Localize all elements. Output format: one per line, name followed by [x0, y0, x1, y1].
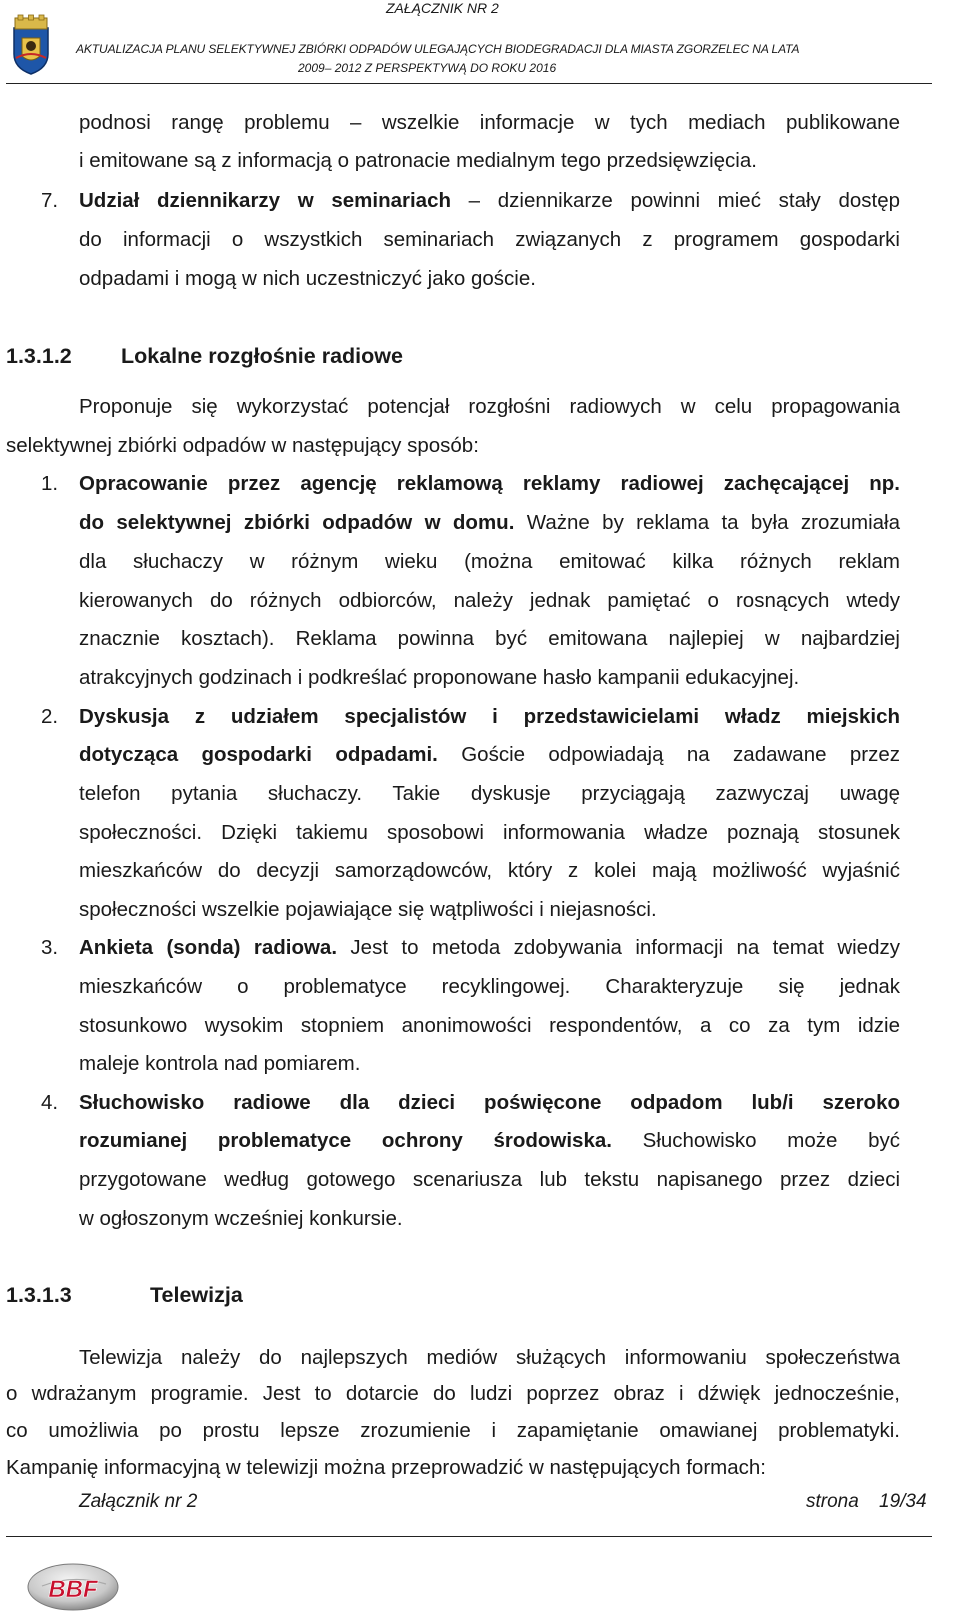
list-item-title-text: Opracowanie przez agencję reklamową reklamy radiowej zachęcającej np. — [79, 472, 900, 495]
list-item-title — [79, 935, 900, 961]
paragraph-text: Słuchowisko może być — [611, 1129, 900, 1152]
paragraph-line: do informacji o wszystkich seminariach związanych z programem gospodarki — [79, 228, 900, 251]
list-number: 3. — [41, 936, 59, 959]
footer-page-label: strona — [806, 1491, 859, 1512]
list-item-title — [79, 471, 900, 497]
paragraph-line: odpadami i mogą w nich uczestniczyć jako goście. — [79, 267, 536, 290]
header-subtitle-line1: AKTUALIZACJA PLANU SELEKTYWNEJ ZBIÓRKI ODPADÓW ULEGAJĄCYCH BIODEGRADACJI DLA MIASTA ZGORZELEC NA LATA — [76, 42, 800, 56]
list-item-title-text: dotycząca gospodarki odpadami. — [79, 743, 438, 766]
page-header — [0, 0, 960, 86]
paragraph-line: dla słuchaczy w różnym wieku (można emitować kilka różnych reklam — [79, 550, 900, 573]
section-number: 1.3.1.2 — [6, 344, 72, 368]
paragraph-line: społeczności. Dzięki takiemu sposobowi informowania władze poznają stosunek — [79, 821, 900, 844]
paragraph-line: co umożliwia po prostu lepsze zrozumienie i zapamiętanie omawianej problematyki. — [6, 1419, 900, 1442]
paragraph-line: przygotowane według gotowego scenariusza lub tekstu napisanego przez dzieci — [79, 1168, 900, 1191]
paragraph-line: o wdrażanym programie. Jest to dotarcie do ludzi poprzez obraz i dźwięk jednocześnie, — [6, 1382, 900, 1405]
list-item-7-line1 — [79, 188, 900, 214]
bbf-logo — [26, 1562, 120, 1612]
list-number: 7. — [41, 189, 59, 212]
section-title: Lokalne rozgłośnie radiowe — [121, 344, 403, 368]
footer-page-number: 19/34 — [879, 1491, 927, 1512]
paragraph-line: podnosi rangę problemu – wszelkie informacje w tych mediach publikowane — [79, 111, 900, 134]
city-coat-of-arms-icon — [6, 14, 56, 76]
paragraph-line: Proponuje się wykorzystać potencjał rozgłośni radiowych w celu propagowania — [79, 395, 900, 418]
section-number: 1.3.1.3 — [6, 1283, 72, 1307]
paragraph-line: społeczności wszelkie pojawiające się wątpliwości i niejasności. — [79, 898, 657, 921]
paragraph-line: telefon pytania słuchaczy. Takie dyskusje przyciągają zazwyczaj uwagę — [79, 782, 900, 805]
paragraph-line: w ogłoszonym wcześniej konkursie. — [79, 1207, 403, 1230]
list-item-title — [79, 1090, 900, 1116]
header-divider — [6, 83, 932, 84]
paragraph-line: Kampanię informacyjną w telewizji można przeprowadzić w następujących formach: — [6, 1456, 766, 1479]
paragraph-line: znacznie kosztach). Reklama powinna być emitowana najlepiej w najbardziej — [79, 627, 900, 650]
list-item-title-text: Słuchowisko radiowe dla dzieci poświęcone odpadom lub/i szeroko — [79, 1091, 900, 1114]
list-item-title — [79, 704, 900, 730]
list-number: 4. — [41, 1091, 59, 1114]
section-title: Telewizja — [150, 1283, 243, 1307]
paragraph-text: Ważne by reklama ta była zrozumiała — [514, 511, 900, 534]
paragraph-line: mieszkańców do decyzji samorządowców, który z kolei mają możliwość wyjaśnić — [79, 859, 900, 882]
paragraph-line: selektywnej zbiórki odpadów w następujący sposób: — [6, 434, 479, 457]
list-item-title-text: Dyskusja z udziałem specjalistów i przedstawicielami władz miejskich — [79, 705, 900, 728]
paragraph-line: stosunkowo wysokim stopniem anonimowości respondentów, a co za tym idzie — [79, 1014, 900, 1037]
paragraph-line: Telewizja należy do najlepszych mediów służących informowaniu społeczeństwa — [79, 1346, 900, 1369]
paragraph-line — [79, 510, 900, 536]
list-item-title-text: do selektywnej zbiórki odpadów w domu. — [79, 511, 515, 534]
list-number: 2. — [41, 705, 59, 728]
paragraph-line: maleje kontrola nad pomiarem. — [79, 1052, 361, 1075]
logo-text: BBF — [48, 1576, 98, 1603]
paragraph-text: Goście odpowiadają na zadawane przez — [437, 743, 901, 766]
paragraph-line: i emitowane są z informacją o patronacie medialnym tego przedsięwzięcia. — [79, 149, 757, 172]
paragraph-line — [79, 1128, 900, 1154]
header-title: ZAŁĄCZNIK NR 2 — [386, 0, 499, 16]
paragraph-line — [79, 742, 900, 768]
header-subtitle-line2: 2009– 2012 Z PERSPEKTYWĄ DO ROKU 2016 — [298, 61, 557, 75]
list-item-7-text: – dziennikarze powinni mieć stały dostęp — [451, 189, 900, 212]
paragraph-line: kierowanych do różnych odbiorców, należy jednak pamiętać o rosnących wtedy — [79, 589, 900, 612]
paragraph-line: atrakcyjnych godzinach i podkreślać proponowane hasło kampanii edukacyjnej. — [79, 666, 800, 689]
list-number: 1. — [41, 472, 59, 495]
footer-annex-label: Załącznik nr 2 — [79, 1491, 198, 1512]
list-item-title-text: Ankieta (sonda) radiowa. — [79, 936, 338, 959]
paragraph-line: mieszkańców o problematyce recyklingowej. Charakteryzuje się jednak — [79, 975, 900, 998]
list-item-7-title: Udział dziennikarzy w seminariach — [79, 189, 451, 212]
footer-divider — [6, 1536, 932, 1537]
paragraph-text: Jest to metoda zdobywania informacji na temat wiedzy — [337, 936, 900, 959]
list-item-title-text: rozumianej problematyce ochrony środowiska. — [79, 1129, 612, 1152]
